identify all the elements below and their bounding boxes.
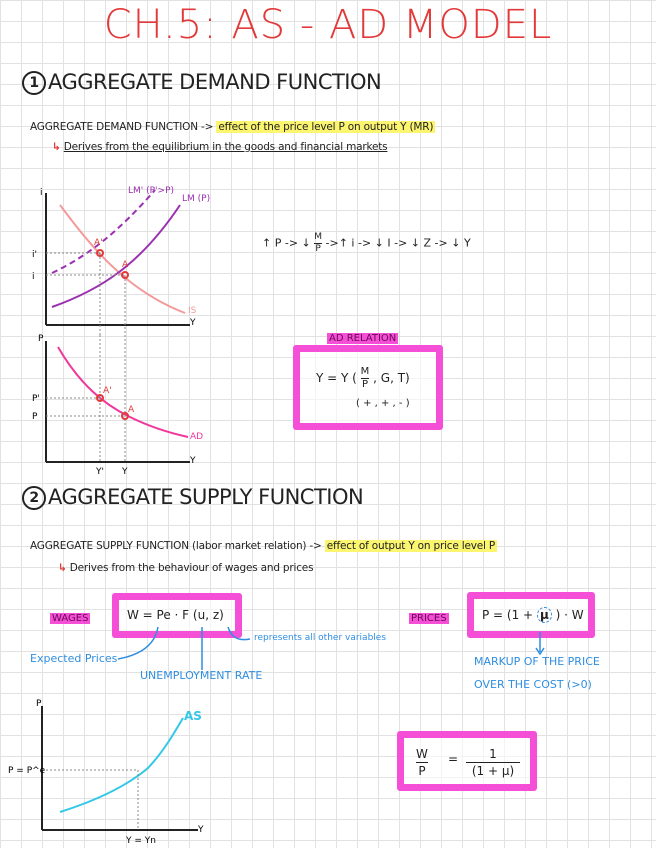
ad-y-label: P: [38, 334, 44, 344]
ad-relation-formula: [316, 366, 410, 391]
ad-relation-signs: ( + , + , - ): [356, 398, 410, 409]
prices-label: PRICES: [411, 613, 447, 624]
lm-label: LM (P): [182, 194, 211, 204]
as-x-label: Y: [198, 825, 204, 835]
wp-one: 1: [466, 746, 520, 763]
arrow-right-icon: ↳: [58, 562, 67, 574]
ad-derives-text: Derives from the equilibrium in the goods and financial markets: [63, 141, 388, 153]
as-graph: [8, 700, 228, 845]
is-label: IS: [188, 306, 197, 316]
ad-point-a: A: [128, 405, 135, 415]
ad-y-tick-label: Y: [122, 467, 128, 477]
wages-note-u: UNEMPLOYMENT RATE: [140, 669, 263, 682]
ad-curve-label: AD: [190, 432, 204, 442]
prices-annotation-arrow: [535, 632, 545, 657]
section-1-heading: [22, 70, 381, 95]
chain-p: P ->: [274, 236, 299, 250]
prices-formula-left: P = (1 +: [482, 608, 534, 622]
chain-frac-num: M: [314, 232, 323, 242]
wages-formula: W = Pe · F (u, z): [127, 608, 224, 622]
ad-derives-line: [52, 141, 387, 153]
ad-definition: [30, 121, 435, 133]
ad-definition-highlight: effect of the price level P on output Y (MR): [218, 121, 434, 133]
lm-prime-curve: [52, 190, 155, 273]
prices-mu: μ: [537, 607, 552, 623]
chain-fraction: [314, 232, 322, 255]
ad-relation-box: [293, 345, 443, 430]
wages-note-z: represents all other variables: [254, 633, 387, 643]
as-curve-label: AS: [184, 709, 202, 723]
ad-relation-frac-num: M: [360, 366, 370, 377]
ad-relation-fraction: [361, 366, 370, 391]
wages-note-pe: Expected Prices: [30, 652, 118, 665]
ad-graph: [30, 335, 220, 480]
section-1-title: AGGREGATE DEMAND FUNCTION: [48, 70, 382, 94]
ad-definition-lead: AGGREGATE DEMAND FUNCTION ->: [30, 121, 214, 133]
as-curve: [60, 718, 183, 812]
wages-annotation-arrows: [100, 625, 270, 675]
prices-formula: [482, 608, 584, 622]
as-derives-line: [58, 562, 313, 574]
ad-y-prime-label: Y': [96, 467, 104, 477]
prices-label-wrap: [409, 606, 449, 625]
ad-p-prime-label: P': [32, 394, 40, 404]
lm-prime-label: LM' (P'>P): [128, 186, 175, 196]
wages-label-wrap: [50, 606, 90, 625]
arrow-other-vars: [228, 627, 250, 640]
islm-point-a: A: [122, 260, 129, 270]
chain-down-arrow: ↓: [301, 236, 311, 250]
section-2-title: AGGREGATE SUPPLY FUNCTION: [48, 485, 364, 509]
as-derives-text: Derives from the behaviour of wages and prices: [69, 562, 314, 574]
as-definition: [30, 540, 497, 552]
wages-label: WAGES: [52, 613, 89, 624]
wp-num: W: [416, 747, 428, 761]
section-2-number: 2: [22, 486, 46, 510]
islm-x-label: Y: [190, 318, 196, 328]
ad-relation-label-wrap: [327, 326, 398, 345]
wp-den-right: (1 + μ): [471, 764, 515, 778]
ad-relation-lhs: Y = Y (: [316, 371, 357, 385]
chain-up-arrow: ↑: [262, 236, 272, 250]
islm-y-label: i: [40, 188, 43, 198]
wp-den: P: [418, 764, 426, 778]
section-1-number: 1: [22, 71, 46, 95]
wp-fraction: [416, 746, 428, 779]
as-y-tick-label: Y = Yn: [126, 836, 156, 846]
as-p-label: P = P^e: [8, 766, 46, 776]
as-y-label: P: [36, 699, 42, 709]
arrow-down-icon: [536, 632, 544, 654]
ad-point-a-prime: A': [103, 386, 112, 396]
ad-relation-rhs: , G, T): [373, 371, 410, 385]
ad-x-label: Y: [190, 456, 196, 466]
islm-i-label: i: [32, 272, 35, 282]
ad-relation-frac-den: P: [361, 379, 368, 390]
islm-i-prime-label: i': [32, 250, 37, 260]
prices-note-1: MARKUP OF THE PRICE: [474, 655, 600, 668]
ad-relation-label: AD RELATION: [329, 333, 397, 344]
as-definition-lead: AGGREGATE SUPPLY FUNCTION (labor market relation) ->: [30, 540, 322, 552]
prices-note-2: OVER THE COST (>0): [474, 678, 592, 691]
wp-box: [397, 731, 537, 791]
islm-graph: [30, 185, 220, 335]
prices-box: [467, 592, 595, 638]
ad-p-label: P: [32, 412, 38, 422]
as-definition-highlight: effect of output Y on price level P: [326, 540, 496, 552]
wp-eq: =: [448, 752, 459, 766]
section-2-heading: [22, 485, 363, 510]
causal-chain: [262, 232, 471, 255]
prices-formula-right: ) · W: [555, 608, 584, 622]
ad-curve: [58, 347, 188, 437]
arrow-right-icon: ↳: [52, 141, 61, 153]
page-title: CH.5: AS - AD MODEL: [103, 2, 553, 48]
chain-rest: ->↑ i -> ↓ I -> ↓ Z -> ↓ Y: [325, 236, 471, 250]
wp-rhs-fraction: [466, 746, 520, 779]
islm-point-a-prime: A': [94, 238, 103, 248]
arrow-expected-prices: [118, 627, 158, 659]
chain-frac-den: P: [315, 244, 321, 254]
